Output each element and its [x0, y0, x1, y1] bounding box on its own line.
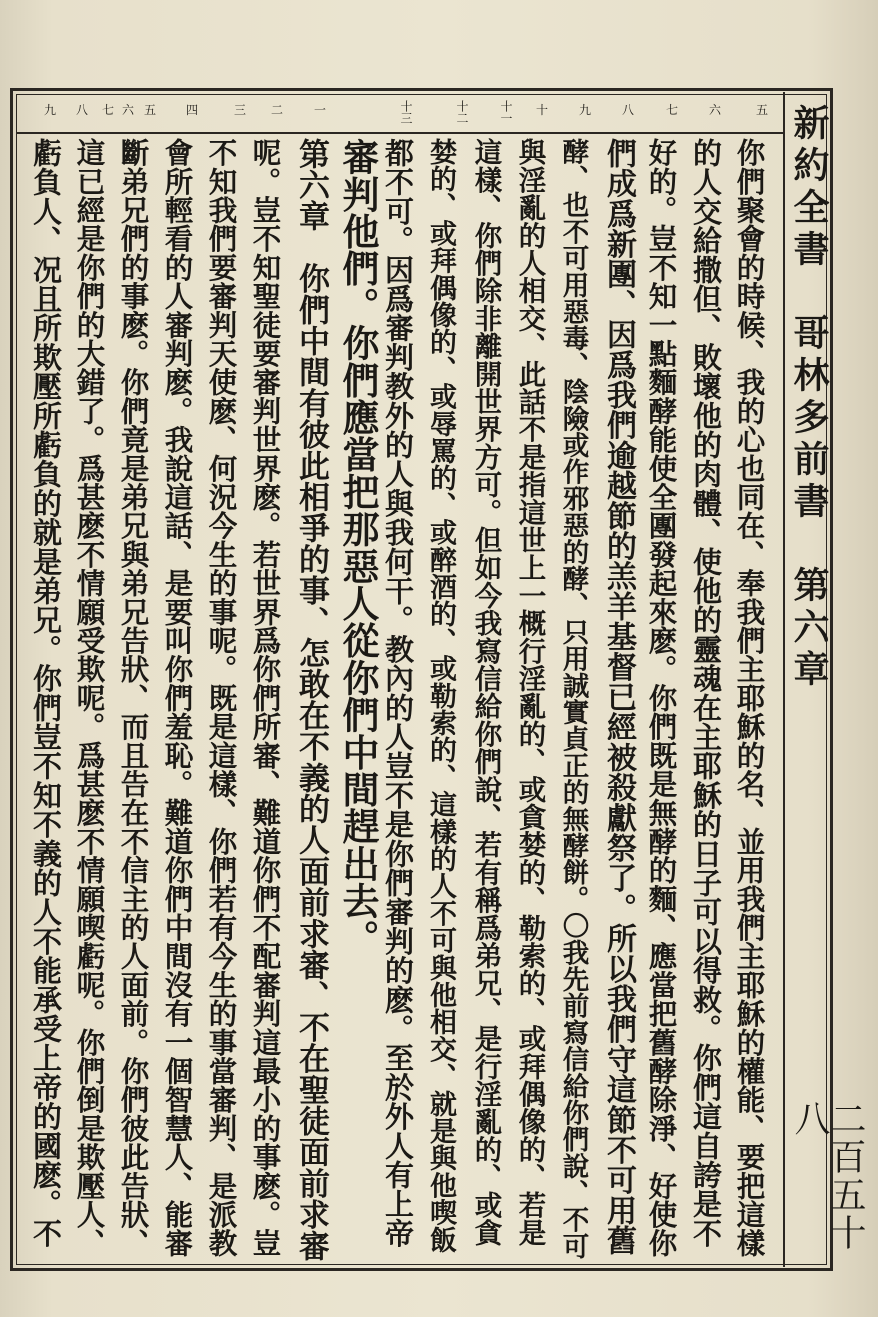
verse-marker: 八 — [75, 103, 88, 117]
verse-marker: 七 — [665, 103, 678, 117]
text-column: 虧負人、况且所欺壓所虧負的就是弟兄。你們豈不知不義的人不能承受上帝的國麽。不 — [29, 138, 63, 1248]
text-column: 們成爲新團、因爲我們逾越節的羔羊基督已經被殺獻祭了。所以我們守這節不可用舊 — [601, 138, 636, 1256]
text-column: 審判他們。你們應當把那惡人從你們中間趕出去。 — [336, 138, 380, 957]
text-column: 與淫亂的人相交、此話不是指這世上一概行淫亂的、或貪婪的、勒索的、或拜偶像的、若是 — [513, 138, 546, 1246]
text-column: 會所輕看的人審判麽。我說這話、是要叫你們羞恥。難道你們中間沒有一個智慧人、能審 — [160, 138, 195, 1258]
scripture-text — [24, 138, 776, 1263]
text-column: 斷弟兄們的事麽。你們竟是弟兄與弟兄告狀、而且告在不信主的人面前。你們彼此告狀、 — [116, 138, 151, 1258]
verse-marker: 五 — [143, 103, 156, 117]
verse-marker: 四 — [185, 103, 198, 117]
text-column: 好的。豈不知一點麵酵能使全團發起來麽。你們既是無酵的麵、應當把舊酵除淨、好使你 — [644, 138, 679, 1258]
verse-marker: 五 — [755, 103, 768, 117]
verse-marker: 七 — [101, 103, 114, 117]
text-column: 不知我們要審判天使麽、何況今生的事呢。既是這樣、你們若有今生的事當審判、是派教 — [204, 138, 239, 1258]
verse-marker: 九 — [43, 103, 56, 117]
text-column: 這已經是你們的大錯了。爲甚麽不情願受欺呢。爲甚麽不情願喫虧呢。你們倒是欺壓人、 — [72, 138, 107, 1258]
text-column: 的人交給撒但、敗壞他的肉體、使他的靈魂在主耶穌的日子可以得救。你們這自誇是不 — [689, 138, 723, 1248]
text-column: 呢。豈不知聖徒要審判世界麽。若世界爲你們所審、難道你們不配審判這最小的事麽。豈 — [248, 138, 283, 1258]
verse-marker: 十三 — [399, 100, 413, 124]
verse-marker: 十 — [535, 103, 548, 117]
text-column: 酵、也不可用惡毒、陰險或作邪惡的酵、只用誠實貞正的無酵餅。〇我先前寫信給你們說、不可 — [557, 138, 589, 1260]
verse-marker: 六 — [121, 103, 134, 117]
text-column: 都不可。因爲審判教外的人與我何干。教內的人豈不是你們審判的麽。至於外人有上帝 — [381, 138, 415, 1248]
page-number: 二百五十八 — [789, 1100, 866, 1252]
running-title: 新約全書 哥林多前書 第六章 — [788, 104, 830, 692]
verse-marker: 三 — [233, 103, 246, 117]
verse-marker: 八 — [621, 103, 634, 117]
verse-number-bar — [16, 100, 783, 134]
text-column: 第六章 你們中間有彼此相爭的事、怎敢在不義的人面前求審、不在聖徒面前求審 — [293, 138, 329, 1262]
verse-marker: 二 — [270, 103, 283, 117]
text-column: 你們聚會的時候、我的心也同在、奉我們主耶穌的名、並用我們主耶穌的權能、要把這樣 — [732, 138, 767, 1258]
verse-marker: 九 — [578, 103, 591, 117]
running-head-column — [783, 92, 866, 1267]
verse-marker: 六 — [708, 103, 721, 117]
verse-marker: 十一 — [499, 100, 513, 124]
text-column: 婪的、或拜偶像的、或辱罵的、或醉酒的、或勒索的、這樣的人不可與他相交、就是與他喫飯 — [425, 138, 456, 1254]
verse-marker: 一 — [313, 103, 326, 117]
verse-marker: 十二 — [455, 100, 469, 124]
text-column: 這樣、你們除非離開世界方可。但如今我寫信給你們說、若有稱爲弟兄、是行淫亂的、或貪 — [469, 138, 502, 1246]
